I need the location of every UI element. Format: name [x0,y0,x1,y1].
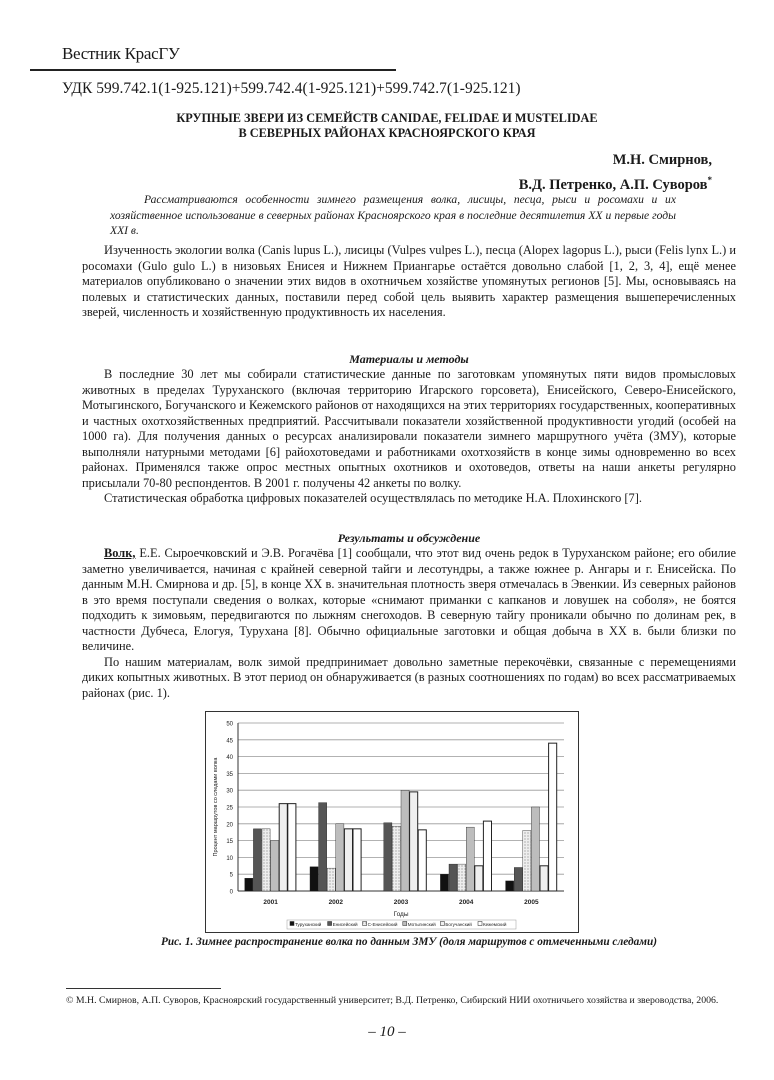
authors [519,150,712,195]
bar-Мотыгинский [401,790,409,891]
bar-Богучанский [540,866,548,891]
y-tick-label: 30 [226,788,233,795]
y-tick-label: 0 [229,889,233,896]
x-tick-label: 2002 [328,899,344,906]
bar-С-Енисейский [327,868,335,891]
bar-Мотыгинский [271,841,279,891]
legend-label: С-Енисейский [367,922,398,927]
y-tick-label: 20 [226,822,233,829]
article-title [80,111,694,141]
authors-line-1: М.Н. Смирнов, [612,152,712,168]
y-tick-label: 25 [226,805,233,812]
title-line-1: КРУПНЫЕ ЗВЕРИ ИЗ СЕМЕЙСТВ CANIDAE, FELIDAE И MUSTELIDAE [176,111,598,125]
x-axis-label: Годы [393,911,409,918]
legend-label: Кежемский [483,922,507,927]
y-tick-label: 45 [226,738,233,745]
journal-header: Вестник КрасГУ [62,44,180,63]
results-heading: Результаты и обсуждение [337,531,481,545]
bar-Мотыгинский [531,807,539,891]
species-lead-wolf: Волк, [104,546,136,560]
legend-label: Богучанский [445,922,472,927]
legend-swatch [328,922,332,926]
title-line-2: В СЕВЕРНЫХ РАЙОНАХ КРАСНОЯРСКОГО КРАЯ [238,126,536,140]
methods-section [82,367,736,507]
bar-chart [206,712,578,932]
methods-paragraph-2: Статистическая обработка цифровых показателей осуществлялась по методике Н.А. Плохинского [7]. [104,491,642,506]
legend-swatch [403,922,407,926]
results-paragraph-2: По нашим материалам, волк зимой предпринимает довольно заметные перекочёвки, связанные с перемещениями диких копытных животных. В этот период он обнаруживается (в разных соотношениях по годам) во всех рассматриваемых районах (рис. 1). [82,654,736,700]
bar-Туруханский [506,881,514,891]
figure-1-chart [205,711,579,933]
y-axis-label: Процент маршрутов со следами волка [213,757,219,857]
bar-Енисейский [319,803,327,891]
bar-С-Енисейский [523,831,531,891]
x-tick-label: 2001 [263,899,278,906]
legend-swatch [440,922,444,926]
y-tick-label: 35 [226,771,233,778]
bar-С-Енисейский [392,826,400,891]
results-paragraph-1 [82,546,736,655]
x-tick-label: 2004 [458,899,474,906]
bar-Богучанский [344,829,352,891]
intro-paragraph: Изученность экологии волка (Canis lupus L.), лисицы (Vulpes vulpes L.), песца (Alopex lagopus L.), рыси (Felis lynx L.) и росомахи (Gulo gulo L.) в низовьях Енисея и Нижнем Приангарье остаётся довольно слабой [1, 2, 3, 4], ещё менее материалов опубликовано о значении этих видов в охотничьем хозяйстве упомянутых регионов [5]. Мы, основываясь на полевых и статистических данных, поставили перед собой цель выявить характер размещения вышеперечисленных зверей, численность и хозяйственную продуктивность их населения. [82,243,736,320]
y-tick-label: 10 [226,855,233,862]
footnote-rule [66,988,221,989]
abstract: Рассматриваются особенности зимнего размещения волка, лисицы, песца, рыси и росомахи и их хозяйственное использование в северных районах Красноярского края в последние десятилетия XX и первые годы XXI в. [110,193,676,237]
y-tick-label: 40 [226,755,233,762]
bar-С-Енисейский [458,864,466,891]
legend-swatch [478,922,482,926]
y-tick-label: 15 [226,839,233,846]
footnote: © М.Н. Смирнов, А.П. Суворов, Красноярский государственный университет; В.Д. Петренко, Сибирский НИИ охотничьего хозяйства и звероводства, 2006. [66,995,719,1006]
bar-С-Енисейский [262,829,270,891]
udc-code: УДК 599.742.1(1-925.121)+599.742.4(1-925.121)+599.742.7(1-925.121) [62,80,521,97]
bar-Богучанский [475,866,483,891]
methods-heading: Материалы и методы [349,352,469,366]
bar-Кежемский [483,821,491,891]
bar-Кежемский [418,830,426,891]
figure-caption: Рис. 1. Зимнее распространение волка по данным ЗМУ (доля маршрутов с отмеченными следами) [160,936,658,948]
x-tick-label: 2005 [524,899,539,906]
bar-Енисейский [384,823,392,891]
footnote-mark: * [707,175,712,185]
y-tick-label: 5 [229,872,233,879]
x-tick-label: 2003 [393,899,409,906]
bar-Туруханский [245,878,253,891]
bar-Мотыгинский [466,827,474,891]
results-paragraph-1-text: Е.Е. Сыроечковский и Э.В. Рогачёва [1] сообщали, что этот вид очень редок в Туруханском районе; его обилие заметно увеличивается, начиная с крайней северной тайги и лесотундры, а также южнее р. Ангары и г. Енисейска. По данным М.Н. Смирнова и др. [5], в конце XX в. значительная плотность зверя отмечалась в Эвенкии. Из северных районов в это время поступали сведения о волках, которые «снимают приманки с капканов и ловушек на соболя», не боятся подходить к зимовьям, передвигаются по лыжням снегоходов. В северную тайгу проникали обычно по долинам рек, в частности Дубчеса, Елогуя, Турухана [8]. Обычно официальные заготовки и общая добыча в XX в. были близки по величине. [82,546,736,654]
legend-label: Туруханский [295,922,322,927]
results-section [82,546,736,701]
bar-Енисейский [449,864,457,891]
legend-swatch [363,922,367,926]
header-rule [30,69,396,71]
authors-names: В.Д. Петренко, А.П. Суворов [518,176,708,193]
methods-paragraph-1: В последние 30 лет мы собирали статистические данные по заготовкам упомянутых пяти видов промысловых животных в пределах Туруханского (включая территорию Игарского горсовета), Енисейского, Северо-Енисейского, Мотыгинского, Богучанского и Кежемского районов от находящихся на этих территориях государственных, кооперативных и частных охотхозяйственных предприятий. Рассчитывали показатели хозяйственной продуктивности угодий (особей на 1000 га). Для получения данных о ресурсах анализировали показатели зимнего маршрутного учёта (ЗМУ), которые выполняли натурными методами [6] райохотоведами и работниками охотхозяйств в конце зимы одновременно во всех районах. Применялся также опрос местных опытных охотников и охотоведов, ответы на наши анкеты регулярно присылали 70-80 респондентов. В 2001 г. получены 42 анкеты по волку. [82,367,736,490]
y-tick-label: 50 [226,721,233,728]
bar-Туруханский [310,867,318,891]
bar-Енисейский [514,867,522,891]
legend-swatch [290,922,294,926]
page-number: – 10 – [368,1024,406,1040]
bar-Туруханский [440,874,448,891]
legend-label: Енисейский [332,922,358,927]
bar-Мотыгинский [336,824,344,891]
bar-Кежемский [288,804,296,891]
bar-Кежемский [549,743,557,891]
bar-Богучанский [279,804,287,891]
bar-Богучанский [410,792,418,891]
bar-Енисейский [253,829,261,891]
legend-label: Мотыгинский [407,922,436,927]
intro-section [82,243,736,321]
bar-Кежемский [353,829,361,891]
